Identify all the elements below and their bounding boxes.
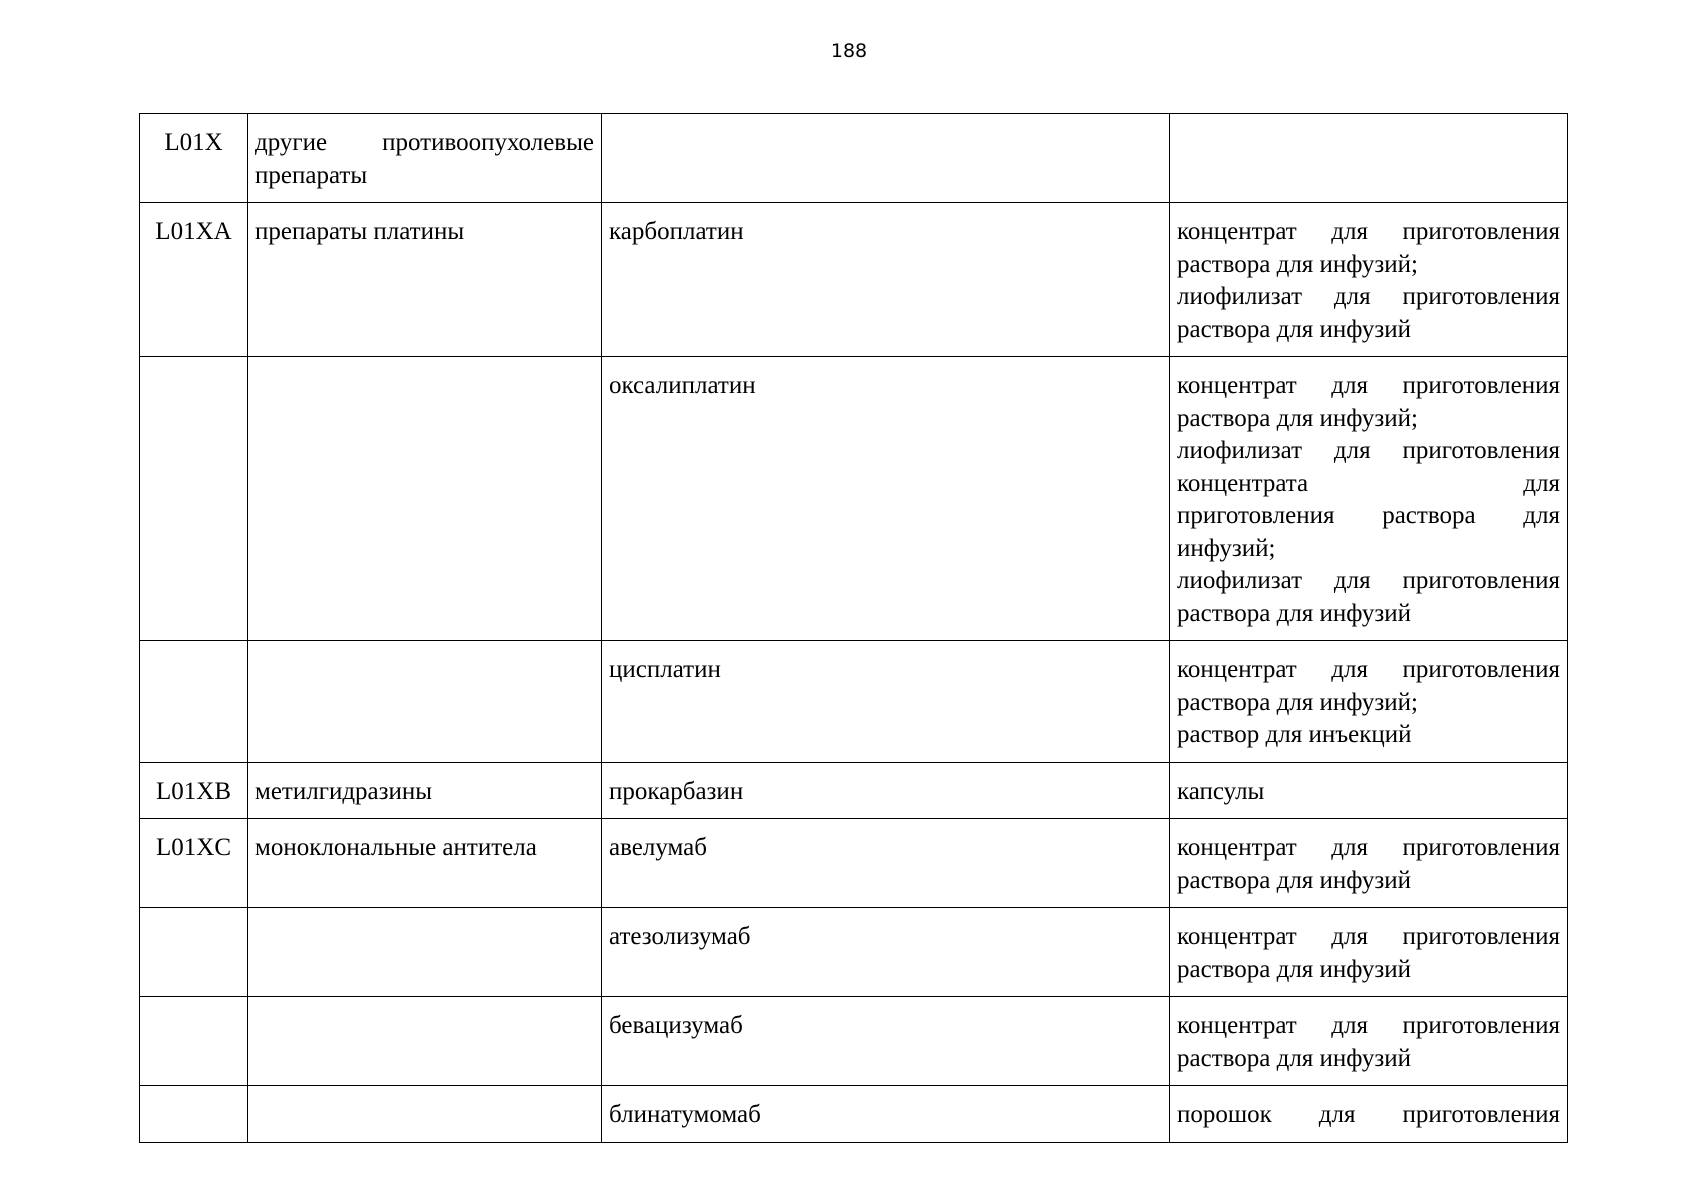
dosage-form-line: раствора для инфузий	[1177, 315, 1412, 343]
drug-name-cell: цисплатин	[602, 641, 1170, 763]
atc-code-cell: L01XB	[140, 762, 248, 819]
drug-name-cell: карбоплатин	[602, 203, 1170, 357]
group-cell	[248, 762, 602, 819]
dosage-form-cell	[1170, 908, 1568, 997]
dosage-form-line: лиофилизат для приготовления	[1177, 283, 1560, 310]
drug-table	[139, 113, 1568, 1143]
dosage-form-line: раствора для инфузий	[1177, 955, 1412, 983]
dosage-form-line: лиофилизат для приготовления	[1177, 567, 1560, 594]
atc-code-cell	[140, 641, 248, 763]
atc-code-cell: L01XA	[140, 203, 248, 357]
dosage-form-line: раствора для инфузий;	[1177, 688, 1418, 716]
table-row	[140, 203, 1568, 357]
dosage-form-line: раствора для инфузий;	[1177, 404, 1418, 432]
table-row	[140, 641, 1568, 763]
table-row	[140, 908, 1568, 997]
table-row	[140, 1086, 1568, 1143]
dosage-form-line: раствора для инфузий	[1177, 866, 1412, 894]
table-row	[140, 762, 1568, 819]
dosage-form-cell	[1170, 114, 1568, 203]
dosage-form-line: раствор для инъекций	[1177, 721, 1412, 748]
dosage-form-line: концентрат для приготовления	[1177, 372, 1560, 399]
dosage-form-cell	[1170, 1086, 1568, 1143]
dosage-form-line: раствора для инфузий	[1177, 1044, 1412, 1072]
page-number: 188	[830, 40, 868, 62]
group-cell	[248, 819, 602, 908]
dosage-form-cell	[1170, 203, 1568, 357]
dosage-form-line: порошок для приготовления	[1177, 1101, 1560, 1128]
table-body	[140, 114, 1568, 1143]
table-row	[140, 997, 1568, 1086]
drug-name-cell: атезолизумаб	[602, 908, 1170, 997]
dosage-form-cell	[1170, 641, 1568, 763]
dosage-form-line: инфузий;	[1177, 534, 1276, 562]
group-cell	[248, 203, 602, 357]
atc-code-cell	[140, 1086, 248, 1143]
drug-name-cell	[602, 114, 1170, 203]
dosage-form-line: концентрата для	[1177, 469, 1560, 497]
dosage-form-line: концентрат для приготовления	[1177, 834, 1560, 861]
dosage-form-line: концентрат для приготовления	[1177, 923, 1560, 950]
atc-code-cell	[140, 997, 248, 1086]
drug-name-cell: блинатумомаб	[602, 1086, 1170, 1143]
drug-name-cell: авелумаб	[602, 819, 1170, 908]
atc-code-cell	[140, 908, 248, 997]
atc-code-cell: L01X	[140, 114, 248, 203]
table-row	[140, 114, 1568, 203]
dosage-form-cell	[1170, 762, 1568, 819]
dosage-form-line: лиофилизат для приготовления	[1177, 437, 1560, 464]
dosage-form-line: концентрат для приготовления	[1177, 1012, 1560, 1039]
drug-name-cell: оксалиплатин	[602, 357, 1170, 641]
dosage-form-line: приготовления раствора для	[1177, 502, 1560, 529]
dosage-form-cell	[1170, 997, 1568, 1086]
group-cell	[248, 997, 602, 1086]
group-line: метилгидразины	[255, 777, 433, 805]
drug-name-cell: бевацизумаб	[602, 997, 1170, 1086]
dosage-form-line: раствора для инфузий	[1177, 599, 1412, 627]
group-line: препараты	[255, 161, 368, 189]
group-line: препараты платины	[255, 218, 465, 245]
dosage-form-line: капсулы	[1177, 777, 1265, 805]
dosage-form-line: концентрат для приготовления	[1177, 218, 1560, 245]
dosage-form-cell	[1170, 357, 1568, 641]
group-cell	[248, 641, 602, 763]
drug-name-cell: прокарбазин	[602, 762, 1170, 819]
atc-code-cell: L01XC	[140, 819, 248, 908]
group-cell	[248, 114, 602, 203]
table-row	[140, 819, 1568, 908]
table-row	[140, 357, 1568, 641]
dosage-form-line: концентрат для приготовления	[1177, 656, 1560, 683]
atc-code-cell	[140, 357, 248, 641]
group-cell	[248, 1086, 602, 1143]
dosage-form-cell	[1170, 819, 1568, 908]
dosage-form-line: раствора для инфузий;	[1177, 250, 1418, 278]
group-cell	[248, 357, 602, 641]
group-line: моноклональные антитела	[255, 834, 537, 861]
group-cell	[248, 908, 602, 997]
group-line: другие противоопухолевые	[255, 129, 594, 156]
